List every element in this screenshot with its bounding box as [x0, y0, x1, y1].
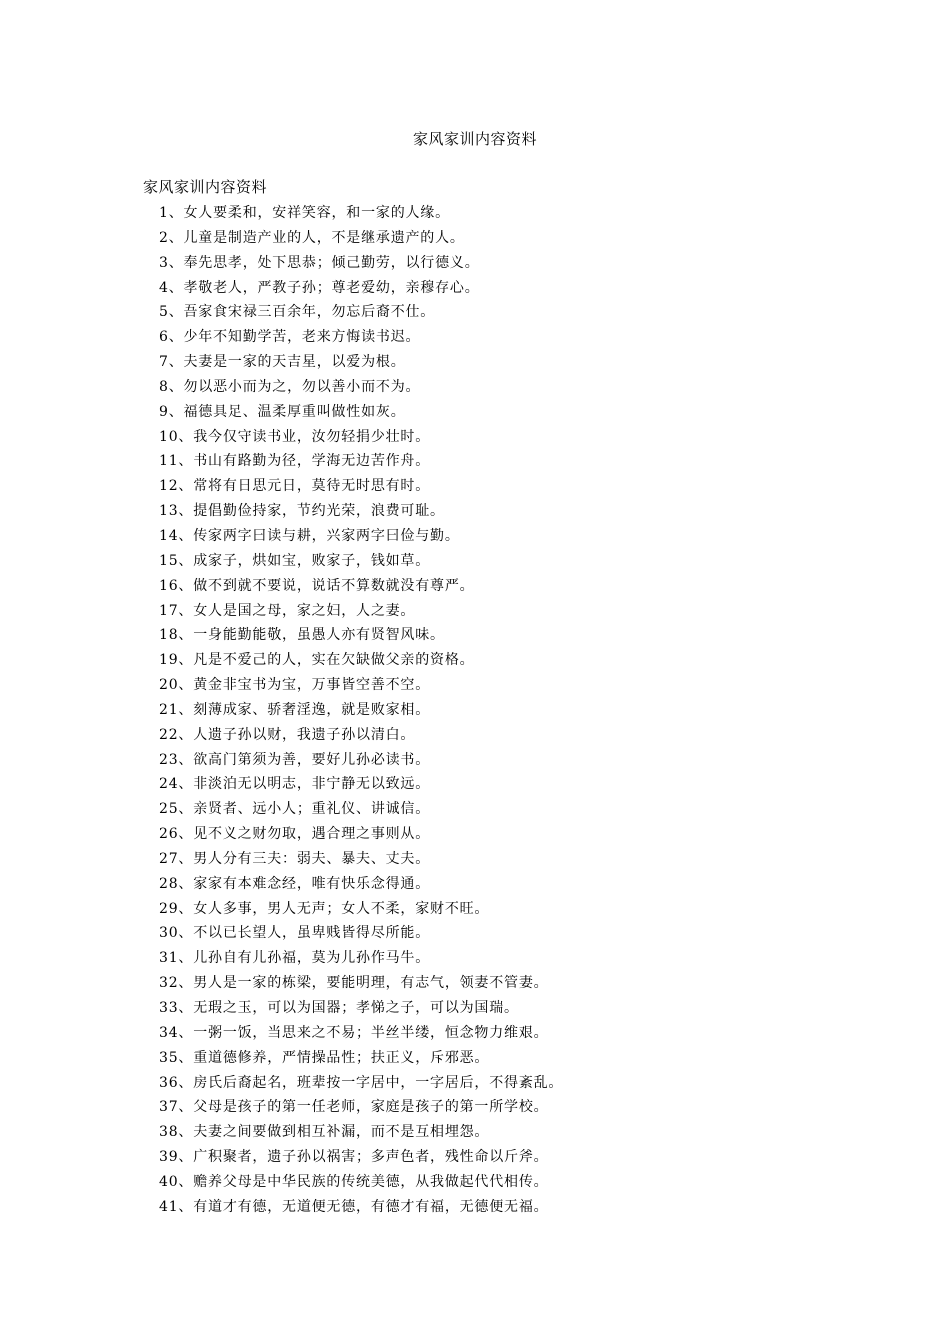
list-item: 40、赡养父母是中华民族的传统美德，从我做起代代相传。 [159, 1173, 549, 1190]
list-item: 13、提倡勤俭持家，节约光荣，浪费可耻。 [159, 503, 445, 520]
list-item: 28、家家有本难念经，唯有快乐念得通。 [159, 875, 431, 892]
list-item: 24、非淡泊无以明志，非宁静无以致远。 [159, 776, 431, 793]
list-item: 30、不以已长望人，虽卑贱皆得尽所能。 [159, 925, 431, 942]
list-item: 38、夫妻之间要做到相互补漏，而不是互相埋怨。 [159, 1124, 490, 1141]
family-motto-list [159, 201, 563, 1220]
list-item: 34、一粥一饭，当思来之不易；半丝半缕，恒念物力维艰。 [159, 1024, 549, 1041]
list-item: 2、儿童是制造产业的人，不是继承遗产的人。 [159, 229, 465, 246]
list-item: 4、孝敬老人，严教子孙；尊老爱幼，亲穆存心。 [159, 279, 480, 296]
list-item: 14、传家两字曰读与耕，兴家两字曰俭与勤。 [159, 527, 460, 544]
section-heading: 家风家训内容资料 [143, 178, 268, 196]
list-item: 23、欲高门第须为善，要好儿孙必读书。 [159, 751, 431, 768]
list-item: 19、凡是不爱己的人，实在欠缺做父亲的资格。 [159, 652, 475, 669]
list-item: 9、福德具足、温柔厚重叫做性如灰。 [159, 403, 406, 420]
list-item: 27、男人分有三夫：弱夫、暴夫、丈夫。 [159, 850, 431, 867]
list-item: 39、广积聚者，遗子孙以祸害；多声色者，残性命以斤斧。 [159, 1149, 549, 1166]
list-item: 20、黄金非宝书为宝，万事皆空善不空。 [159, 677, 431, 694]
list-item: 36、房氏后裔起名，班辈按一字居中，一字居后，不得紊乱。 [159, 1074, 564, 1091]
list-item: 21、刻薄成家、骄奢淫逸，就是败家相。 [159, 701, 431, 718]
list-item: 35、重道德修养，严情操品性；扶正义，斥邪恶。 [159, 1049, 490, 1066]
list-item: 5、吾家食宋禄三百余年，勿忘后裔不仕。 [159, 304, 436, 321]
list-item: 8、勿以恶小而为之，勿以善小而不为。 [159, 378, 421, 395]
list-item: 41、有道才有德，无道便无德，有德才有福，无德便无福。 [159, 1198, 549, 1215]
list-item: 15、成家子，烘如宝，败家子，钱如草。 [159, 552, 431, 569]
list-item: 12、常将有日思元日，莫待无时思有时。 [159, 478, 431, 495]
list-item: 11、书山有路勤为径，学海无边苦作舟。 [159, 453, 431, 470]
list-item: 3、奉先思孝，处下思恭；倾己勤劳，以行德义。 [159, 254, 480, 271]
list-item: 10、我今仅守读书业，汝勿轻捐少壮时。 [159, 428, 431, 445]
list-item: 32、男人是一家的栋梁，要能明理，有志气，领妻不管妻。 [159, 975, 549, 992]
list-item: 16、做不到就不要说，说话不算数就没有尊严。 [159, 577, 475, 594]
list-item: 31、儿孙自有儿孙福，莫为儿孙作马牛。 [159, 950, 431, 967]
list-item: 25、亲贤者、远小人；重礼仪、讲诚信。 [159, 801, 431, 818]
list-item: 29、女人多事，男人无声；女人不柔，家财不旺。 [159, 900, 490, 917]
list-item: 18、一身能勤能敬，虽愚人亦有贤智风味。 [159, 627, 445, 644]
list-item: 1、女人要柔和，安祥笑容，和一家的人缘。 [159, 205, 450, 221]
page-title: 家风家训内容资料 [412, 130, 537, 148]
list-item: 37、父母是孩子的第一任老师，家庭是孩子的第一所学校。 [159, 1099, 549, 1116]
list-item: 26、见不义之财勿取，遇合理之事则从。 [159, 826, 431, 843]
list-item: 17、女人是国之母，家之妇，人之妻。 [159, 602, 416, 619]
list-item: 6、少年不知勤学苦，老来方悔读书迟。 [159, 329, 421, 346]
list-item: 33、无瑕之玉，可以为国器；孝悌之子，可以为国瑞。 [159, 1000, 519, 1016]
list-item: 7、夫妻是一家的天吉星，以爱为根。 [159, 354, 406, 371]
list-item: 22、人遗子孙以财，我遗子孙以清白。 [159, 726, 416, 743]
